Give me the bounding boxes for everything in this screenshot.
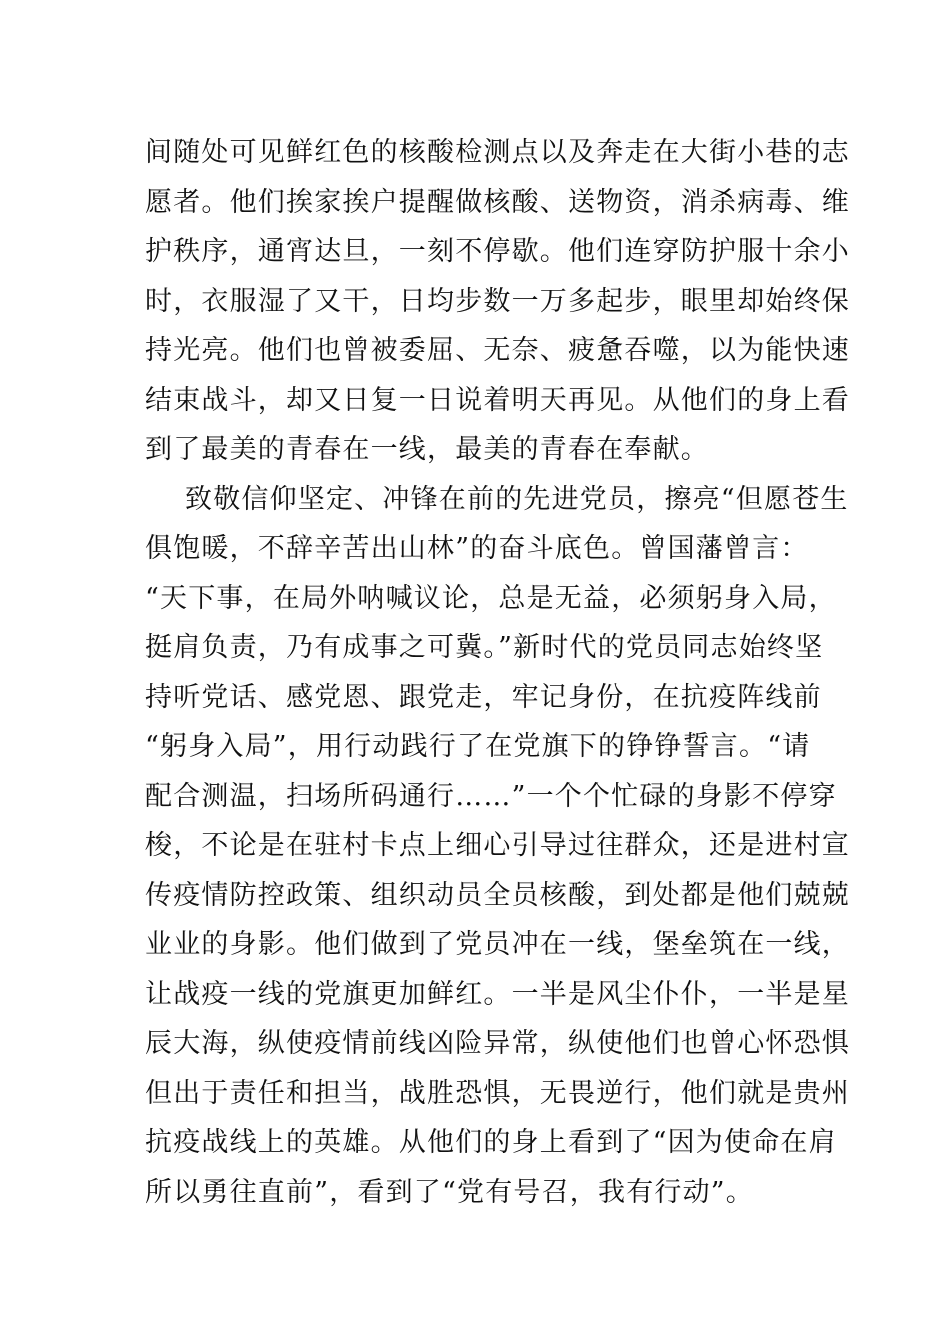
- text-line: 时，衣服湿了又干，日均步数一万多起步，眼里却始终保: [145, 285, 850, 317]
- text-line: 辰大海，纵使疫情前线凶险异常，纵使他们也曾心怀恐惧: [145, 1028, 850, 1059]
- text-line: 结束战斗，却又日复一日说着明天再见。从他们的身上看: [145, 384, 850, 416]
- text-line: 间随处可见鲜红色的核酸检测点以及奔走在大街小巷的志: [145, 137, 850, 168]
- text-line: 所以勇往直前”，看到了“党有号召，我有行动”。: [145, 1176, 755, 1208]
- paragraph-1: [145, 128, 850, 475]
- body-text: [145, 128, 850, 1217]
- text-line: 配合测温，扫场所码通行……”一个个忙碌的身影不停穿: [145, 780, 837, 812]
- text-line: 到了最美的青春在一线，最美的青春在奉献。: [145, 434, 709, 465]
- text-line: “天下事，在局外呐喊议论，总是无益，必须躬身入局，: [145, 582, 837, 614]
- text-line: 护秩序，通宵达旦，一刻不停歇。他们连穿防护服十余小: [145, 236, 850, 267]
- paragraph-2: [145, 475, 850, 1218]
- text-line: 但出于责任和担当，战胜恐惧，无畏逆行，他们就是贵州: [145, 1077, 850, 1109]
- text-line: 业业的身影。他们做到了党员冲在一线，堡垒筑在一线，: [145, 929, 850, 960]
- text-line: 让战疫一线的党旗更加鲜红。一半是风尘仆仆，一半是星: [145, 978, 850, 1010]
- text-line: 传疫情防控政策、组织动员全员核酸，到处都是他们兢兢: [145, 879, 850, 911]
- text-line: “躬身入局”，用行动践行了在党旗下的铮铮誓言。“请: [145, 731, 811, 762]
- text-line: 持光亮。他们也曾被委屈、无奈、疲惫吞噬，以为能快速: [145, 335, 850, 366]
- text-line: 抗疫战线上的英雄。从他们的身上看到了“因为使命在肩: [145, 1127, 837, 1158]
- text-line: 梭，不论是在驻村卡点上细心引导过往群众，还是进村宣: [145, 830, 850, 861]
- text-line: 愿者。他们挨家挨户提醒做核酸、送物资，消杀病毒、维: [145, 186, 850, 218]
- text-line: 致敬信仰坚定、冲锋在前的先进党员，擦亮“但愿苍生: [185, 483, 849, 515]
- text-line: 俱饱暖，不辞辛苦出山林”的奋斗底色。曾国藩曾言：: [145, 533, 809, 564]
- text-line: 挺肩负责，乃有成事之可冀。”新时代的党员同志始终坚: [145, 632, 824, 663]
- text-line: 持听党话、感党恩、跟党走，牢记身份，在抗疫阵线前: [145, 681, 822, 713]
